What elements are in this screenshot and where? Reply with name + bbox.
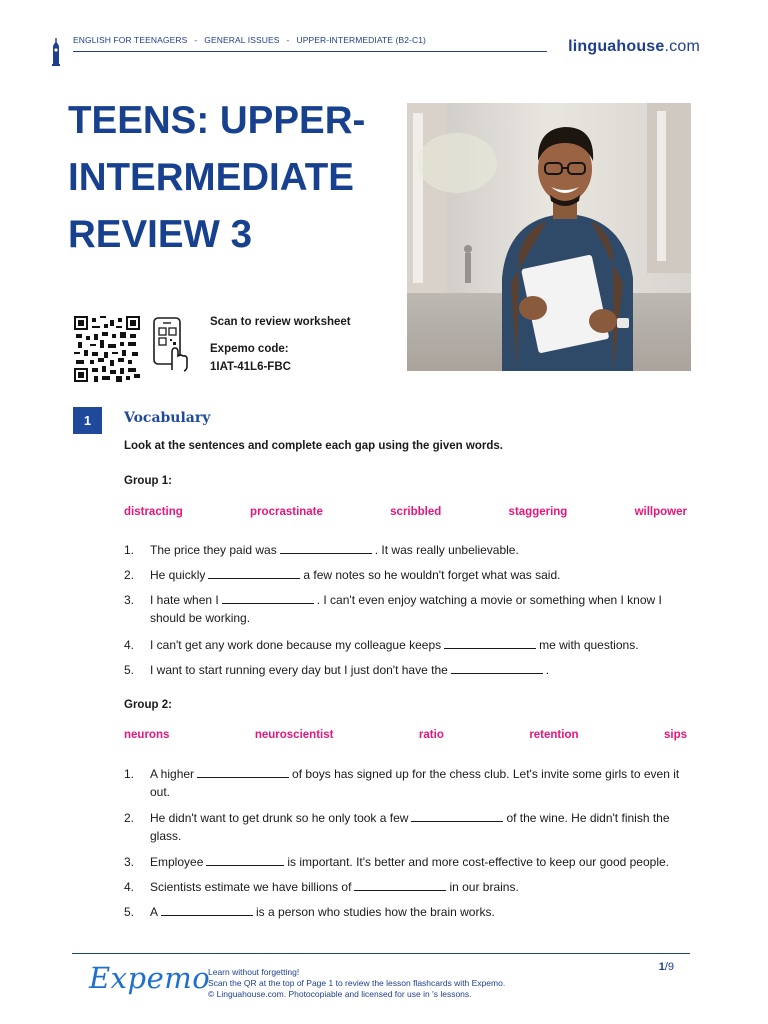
answer-blank[interactable] bbox=[451, 662, 543, 674]
word-bank bbox=[124, 729, 687, 741]
question-number: 3. bbox=[124, 855, 135, 869]
question-text: . I can't even enjoy watching a movie or something when I know I should be working. bbox=[150, 593, 662, 625]
question-text: Scientists estimate we have billions of bbox=[150, 880, 352, 894]
brand-domain: .com bbox=[664, 38, 700, 55]
scan-label: Scan to review worksheet bbox=[210, 316, 351, 328]
breadcrumb-separator: - bbox=[194, 35, 198, 45]
word-bank-item: retention bbox=[529, 729, 579, 741]
group-label: Group 1: bbox=[124, 475, 172, 487]
question-text: I can't get any work done because my colleague keeps bbox=[150, 638, 442, 652]
word-bank bbox=[124, 506, 687, 518]
question-text: I hate when I bbox=[150, 593, 219, 607]
answer-blank[interactable] bbox=[197, 766, 289, 778]
question-text: . bbox=[545, 663, 550, 677]
brand-name: linguahouse bbox=[568, 38, 665, 55]
question-item bbox=[124, 765, 691, 801]
answer-blank[interactable] bbox=[444, 637, 536, 649]
section-number: 1 bbox=[73, 407, 102, 434]
question-item bbox=[124, 903, 691, 921]
footer-line: Learn without forgetting! bbox=[208, 967, 300, 977]
word-bank-item: neurons bbox=[124, 729, 170, 741]
question-item bbox=[124, 878, 691, 896]
question-number: 4. bbox=[124, 880, 135, 894]
question-text: I want to start running every day but I just don't have the bbox=[150, 663, 448, 677]
question-number: 3. bbox=[124, 593, 135, 607]
question-item bbox=[124, 853, 691, 871]
question-text: . It was really unbelievable. bbox=[374, 543, 519, 557]
question-text: of boys has signed up for the chess club. Let's invite some girls to even it out. bbox=[150, 767, 680, 799]
question-item bbox=[124, 541, 691, 559]
breadcrumb-item: UPPER-INTERMEDIATE (B2-C1) bbox=[296, 35, 426, 45]
question-text: of the wine. He didn't finish the glass. bbox=[150, 811, 670, 843]
word-bank-item: staggering bbox=[508, 506, 568, 518]
question-number: 2. bbox=[124, 811, 135, 825]
answer-blank[interactable] bbox=[411, 810, 503, 822]
answer-blank[interactable] bbox=[354, 879, 446, 891]
hero-photo bbox=[407, 103, 691, 371]
footer-line: Scan the QR at the top of Page 1 to review the lesson flashcards with Expemo. bbox=[208, 978, 506, 988]
answer-blank[interactable] bbox=[161, 904, 253, 916]
expemo-code-label: Expemo code: bbox=[210, 343, 289, 355]
question-number: 5. bbox=[124, 905, 135, 919]
expemo-logo[interactable]: Expemo bbox=[89, 961, 211, 995]
answer-blank[interactable] bbox=[222, 592, 314, 604]
word-bank-item: distracting bbox=[124, 506, 183, 518]
expemo-code: 1IAT-41L6-FBC bbox=[210, 361, 291, 373]
header-divider bbox=[73, 51, 547, 52]
page-title: TEENS: UPPER-INTERMEDIATE REVIEW 3 bbox=[68, 99, 366, 256]
question-text: A bbox=[150, 905, 159, 919]
footer-divider bbox=[72, 953, 690, 954]
breadcrumb bbox=[73, 35, 426, 45]
scan-area bbox=[74, 312, 374, 382]
question-number: 2. bbox=[124, 568, 135, 582]
exercise-instruction: Look at the sentences and complete each gap using the given words. bbox=[124, 440, 503, 452]
word-bank-item: neuroscientist bbox=[254, 729, 334, 741]
question-item bbox=[124, 636, 691, 654]
question-text: a few notes so he wouldn't forget what was said. bbox=[303, 568, 561, 582]
question-number: 4. bbox=[124, 638, 135, 652]
phone-scan-icon bbox=[152, 316, 190, 372]
page-current: 1 bbox=[658, 961, 665, 973]
word-bank-item: scribbled bbox=[390, 506, 442, 518]
answer-blank[interactable] bbox=[206, 854, 284, 866]
word-bank-item: sips bbox=[663, 729, 687, 741]
question-text: He didn't want to get drunk so he only took a few bbox=[150, 811, 409, 825]
word-bank-item: willpower bbox=[634, 506, 687, 518]
question-item bbox=[124, 809, 691, 845]
answer-blank[interactable] bbox=[208, 567, 300, 579]
word-bank-item: procrastinate bbox=[250, 506, 323, 518]
question-text: Employee bbox=[150, 855, 204, 869]
question-text: The price they paid was bbox=[150, 543, 277, 557]
page-total: /9 bbox=[664, 961, 674, 973]
answer-blank[interactable] bbox=[280, 542, 372, 554]
question-item bbox=[124, 591, 691, 627]
group-label: Group 2: bbox=[124, 699, 172, 711]
breadcrumb-item: ENGLISH FOR TEENAGERS bbox=[73, 35, 188, 45]
footer-line: © Linguahouse.com. Photocopiable and licensed for use in 's lessons. bbox=[208, 989, 472, 999]
question-text: He quickly bbox=[150, 568, 206, 582]
brand-logo[interactable] bbox=[568, 38, 700, 56]
page-number bbox=[659, 961, 674, 973]
question-text: me with questions. bbox=[539, 638, 639, 652]
question-number: 1. bbox=[124, 543, 135, 557]
tower-icon bbox=[52, 38, 60, 66]
footer-text bbox=[208, 967, 505, 1000]
word-bank-item: ratio bbox=[418, 729, 444, 741]
question-list bbox=[124, 765, 691, 921]
section-title: Vocabulary bbox=[124, 410, 211, 426]
question-text: is important. It's better and more cost-effective to keep our good people. bbox=[287, 855, 669, 869]
question-number: 5. bbox=[124, 663, 135, 677]
question-text: A higher bbox=[150, 767, 195, 781]
question-list bbox=[124, 541, 691, 679]
breadcrumb-separator: - bbox=[286, 35, 290, 45]
qr-code-icon[interactable] bbox=[74, 316, 140, 382]
question-text: in our brains. bbox=[449, 880, 519, 894]
breadcrumb-item: GENERAL ISSUES bbox=[204, 35, 280, 45]
page-header bbox=[52, 34, 700, 68]
question-number: 1. bbox=[124, 767, 135, 781]
scan-info bbox=[210, 313, 351, 376]
question-item bbox=[124, 566, 691, 584]
question-text: is a person who studies how the brain works. bbox=[256, 905, 495, 919]
question-item bbox=[124, 661, 691, 679]
